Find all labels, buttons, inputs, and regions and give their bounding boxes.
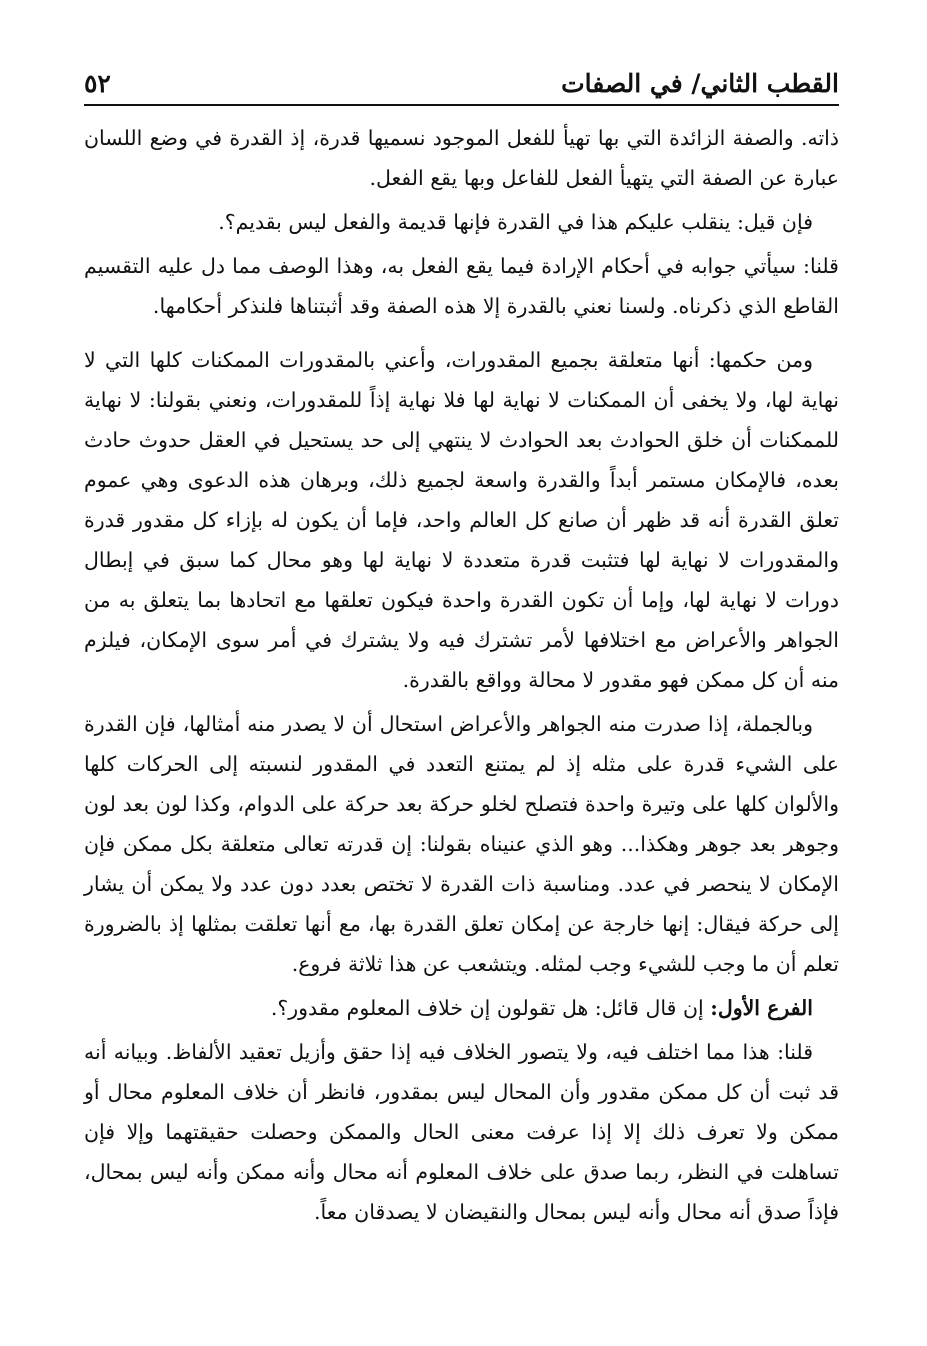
branch-paragraph	[84, 988, 839, 1028]
page-header	[84, 60, 839, 106]
body-text	[84, 118, 839, 1236]
page-number: ٥٢	[84, 69, 111, 98]
paragraph: فإن قيل: ينقلب عليكم هذا في القدرة فإنها قديمة والفعل ليس بقديم؟.	[218, 210, 813, 234]
branch-text: إن قال قائل: هل تقولون إن خلاف المعلوم مقدور؟.	[270, 996, 704, 1020]
paragraph: قلنا: هذا مما اختلف فيه، ولا يتصور الخلاف فيه إذا حقق وأزيل تعقيد الألفاظ. وبيانه أنه قد ثبت أن كل ممكن مقدور وأن المحال ليس بمقدور، فانظر أن خلاف المعلوم محال أو ممكن ولا تعرف ذلك إلا إذا عرفت معنى الحال والممكن وحصلت حقيقتهما وإلا فإن تساهلت في النظر، ربما صدق على خلاف المعلوم أنه محال وأنه ممكن وأنه ليس بمحال، فإذاً صدق أنه محال وأنه ليس بمحال والنقيضان لا يصدقان معاً.	[84, 1040, 839, 1224]
paragraph: ذاته. والصفة الزائدة التي بها تهيأ للفعل الموجود نسميها قدرة، إذ القدرة في وضع اللسان عبارة عن الصفة التي يتهيأ الفعل للفاعل وبها يقع الفعل.	[84, 126, 839, 190]
running-title: القطب الثاني/ في الصفات	[561, 69, 839, 98]
paragraph: وبالجملة، إذا صدرت منه الجواهر والأعراض استحال أن لا يصدر منه أمثالها، فإن القدرة على الشيء قدرة على مثله إذ لم يمتنع التعدد في المقدور لنسبته إلى الحركات كلها والألوان كلها على وتيرة واحدة فتصلح لخلو حركة بعد حركة على الدوام، وكذا لون بعد لون وجوهر بعد جوهر وهكذا... وهو الذي عنيناه بقولنا: إن قدرته تعالى متعلقة بكل ممكن فإن الإمكان لا ينحصر في عدد. ومناسبة ذات القدرة لا تختص بعدد دون عدد ولا يمكن أن يشار إلى حركة فيقال: إنها خارجة عن إمكان تعلق القدرة بها، مع أنها تعلقت بمثلها إذ بالضرورة تعلم أن ما وجب للشيء وجب لمثله. ويتشعب عن هذا ثلاثة فروع.	[84, 712, 839, 976]
branch-label: الفرع الأول:	[710, 996, 813, 1020]
paragraph: قلنا: سيأتي جوابه في أحكام الإرادة فيما يقع الفعل به، وهذا الوصف مما دل عليه التقسيم القاطع الذي ذكرناه. ولسنا نعني بالقدرة إلا هذه الصفة وقد أثبتناها فلنذكر أحكامها.	[84, 254, 839, 318]
paragraph: ومن حكمها: أنها متعلقة بجميع المقدورات، وأعني بالمقدورات الممكنات كلها التي لا نهاية لها، ولا يخفى أن الممكنات لا نهاية لها فلا نهاية إذاً للمقدورات، ونعني بقولنا: لا نهاية للممكنات أن خلق الحوادث بعد الحوادث لا ينتهي إلى حد يستحيل في العقل حدوث حادث بعده، فالإمكان مستمر أبداً والقدرة واسعة لجميع ذلك، وبرهان هذه الدعوى وهي عموم تعلق القدرة أنه قد ظهر أن صانع كل العالم واحد، فإما أن يكون له بإزاء كل مقدور قدرة والمقدورات لا نهاية لها فتثبت قدرة متعددة لا نهاية لها وهو محال كما سبق في إبطال دورات لا نهاية لها، وإما أن تكون القدرة واحدة فيكون تعلقها مع اتحادها بما يتعلق به من الجواهر والأعراض مع اختلافها لأمر تشترك فيه ولا يشترك في أمر سوى الإمكان، فيلزم منه أن كل ممكن فهو مقدور لا محالة وواقع بالقدرة.	[84, 348, 839, 692]
